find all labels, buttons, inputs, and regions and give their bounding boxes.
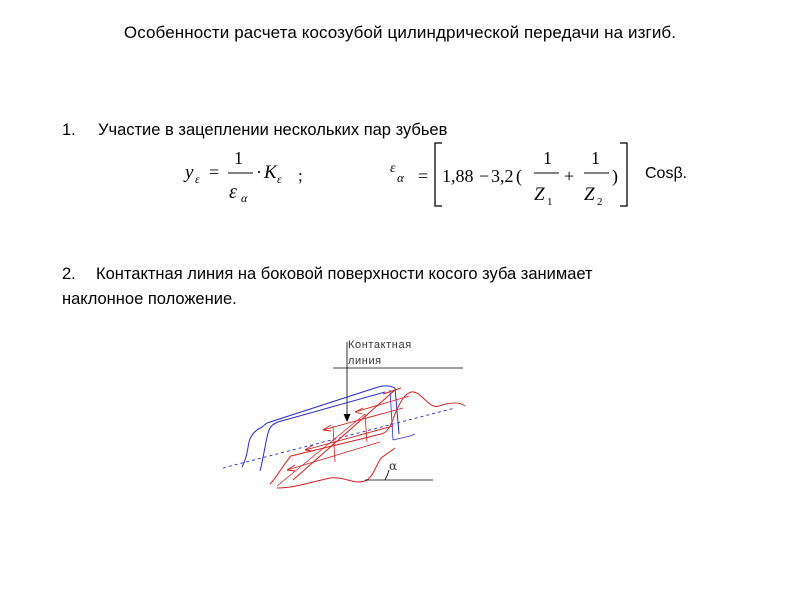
label-leader-arrowhead: [344, 414, 351, 422]
formula1-eq: =: [209, 162, 220, 182]
formula2-frac1-num: 1: [543, 148, 552, 168]
formula1-k-sub: ε: [277, 172, 282, 186]
list-item-2: [62, 262, 762, 312]
formula2-frac1-den: Z: [534, 184, 545, 205]
tooth-red-profile-top: [270, 392, 465, 484]
formula2-open-paren: (: [516, 166, 522, 186]
formula2-left-bracket: [435, 143, 442, 206]
formula-contact-ratio: [388, 138, 644, 212]
tooth-blue-edge: [395, 388, 399, 434]
formula1-k: K: [264, 162, 277, 183]
formula1-lhs: y: [185, 162, 194, 183]
formula1-numerator: 1: [234, 148, 243, 168]
list-item-2-number: 2.: [62, 265, 76, 283]
formula1-lhs-sub: ε: [195, 172, 200, 186]
tooth-blue-outline: [242, 386, 395, 467]
formula2-const2: 3,2: [491, 166, 514, 186]
list-item-1-number: 1.: [62, 121, 76, 139]
formula2-minus: −: [479, 166, 490, 186]
pitch-line-dashed: [223, 408, 455, 468]
cos-beta-label: Cosβ.: [645, 165, 688, 182]
formula1-denominator: ε: [229, 181, 237, 203]
tooth-diagram: [215, 330, 480, 500]
contact-line-label-1: Контактная: [348, 339, 412, 351]
formula2-const1: 1,88: [442, 166, 474, 186]
tooth-blue-bottom: [393, 434, 415, 440]
angle-alpha-label: α: [389, 459, 398, 473]
list-item-2-text-line2: наклонное положение.: [62, 290, 237, 308]
formula2-frac1-den-sub: 1: [547, 196, 553, 208]
list-item-2-text-line1: Контактная линия на боковой поверхности косого зуба занимает: [96, 265, 593, 283]
formula2-eq: =: [418, 166, 429, 186]
formula1-dot: ·: [256, 162, 262, 182]
flank-line-2: [305, 426, 393, 450]
formula-overlap-factor: [183, 146, 333, 206]
formula2-close-paren: ): [612, 166, 618, 186]
contact-line-label-2: линия: [348, 355, 382, 367]
formula2-right-bracket: [620, 143, 627, 206]
formula1-denominator-sub: α: [241, 191, 248, 205]
list-item-2-line1: [62, 262, 762, 287]
list-item-1-text: Участие в зацеплении нескольких пар зубьев: [98, 121, 448, 139]
tooth-blue-edge-2: [390, 390, 393, 440]
formula1-separator: ;: [298, 166, 303, 185]
contact-line-2: [277, 414, 365, 486]
formula2-frac2-num: 1: [591, 148, 600, 168]
flank-line-1: [287, 442, 380, 470]
formula2-plus: +: [564, 166, 575, 186]
formula2-frac2-den-sub: 2: [597, 196, 603, 208]
formula2-frac2-den: Z: [584, 184, 595, 205]
slide-title: Особенности расчета косозубой цилиндрической передачи на изгиб.: [123, 23, 677, 42]
formula2-lhs-sub: α: [397, 170, 404, 185]
formula2-lhs: ε: [390, 161, 396, 176]
